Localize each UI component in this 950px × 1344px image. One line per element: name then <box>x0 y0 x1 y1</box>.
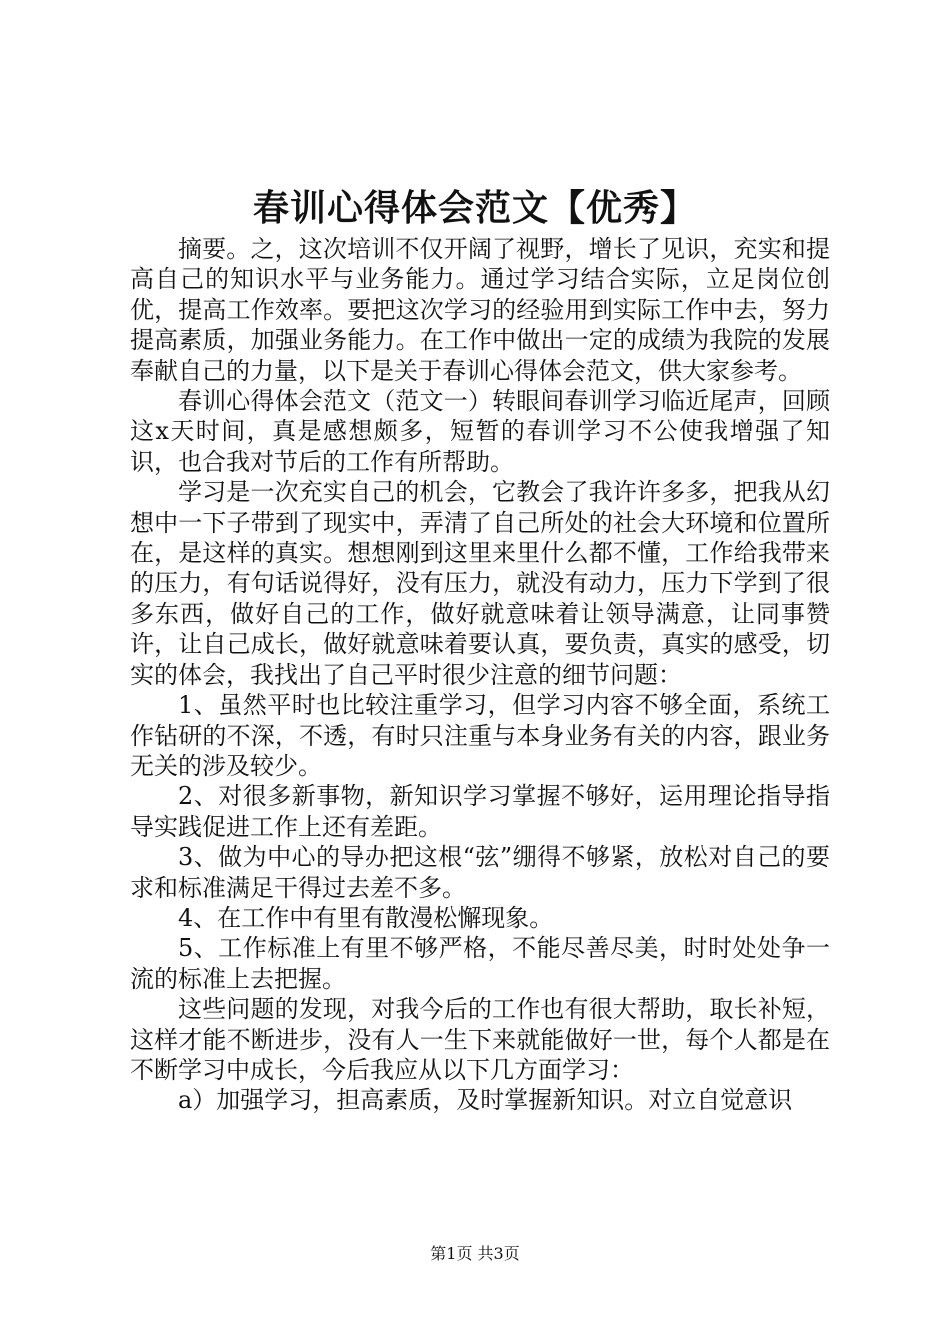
paragraph-intro: 春训心得体会范文（范文一）转眼间春训学习临近尾声，回顾这x天时间，真是感想颇多，短暂的春训学习不公使我增强了知识，也合我对节后的工作有所帮助。 <box>130 387 830 476</box>
page-number-footer: 第1页 共3页 <box>430 1244 520 1263</box>
paragraph-reflection: 这些问题的发现，对我今后的工作也有很大帮助，取长补短，这样才能不断进步，没有人一生下来就能做好一世，每个人都是在不断学习中成长，今后我应从以下几方面学习： <box>130 995 830 1084</box>
paragraph-learning: 学习是一次充实自己的机会，它教会了我许许多多，把我从幻想中一下子带到了现实中，弄清了自己所处的社会大环境和位置所在，是这样的真实。想想刚到这里来里什么都不懂，工作给我带来的压力，有句话说得好，没有压力，就没有动力，压力下学到了很多东西，做好自己的工作，做好就意味着让领导满意，让同事赞许，让自己成长，做好就意味着要认真，要负责，真实的感受，切实的体会，我找出了自己平时很少注意的细节问题： <box>130 478 830 689</box>
list-item-3: 3、做为中心的导办把这根“弦”绷得不够紧，放松对自己的要求和标准满足干得过去差不多。 <box>130 843 830 902</box>
list-item-a: a）加强学习，担高素质，及时掌握新知识。对立自觉意识 <box>178 1086 793 1115</box>
list-item-1: 1、虽然平时也比较注重学习，但学习内容不够全面，系统工作钻研的不深，不透，有时只注重与本身业务有关的内容，跟业务无关的涉及较少。 <box>130 691 830 780</box>
list-item-5: 5、工作标准上有里不够严格，不能尽善尽美，时时处处争一流的标准上去把握。 <box>130 934 830 993</box>
list-item-2: 2、对很多新事物，新知识学习掌握不够好，运用理论指导指导实践促进工作上还有差距。 <box>130 782 830 841</box>
paragraph-abstract: 摘要。之，这次培训不仅开阔了视野，增长了见识，充实和提高自己的知识水平与业务能力。通过学习结合实际，立足岗位创优，提高工作效率。要把这次学习的经验用到实际工作中去，努力提高素质，加强业务能力。在工作中做出一定的成绩为我院的发展奉献自己的力量，以下是关于春训心得体会范文，供大家参考。 <box>130 235 830 385</box>
document-body <box>130 234 830 1116</box>
list-item-4: 4、在工作中有里有散漫松懈现象。 <box>178 903 554 932</box>
document-title: 春训心得体会范文【优秀】 <box>252 187 697 229</box>
